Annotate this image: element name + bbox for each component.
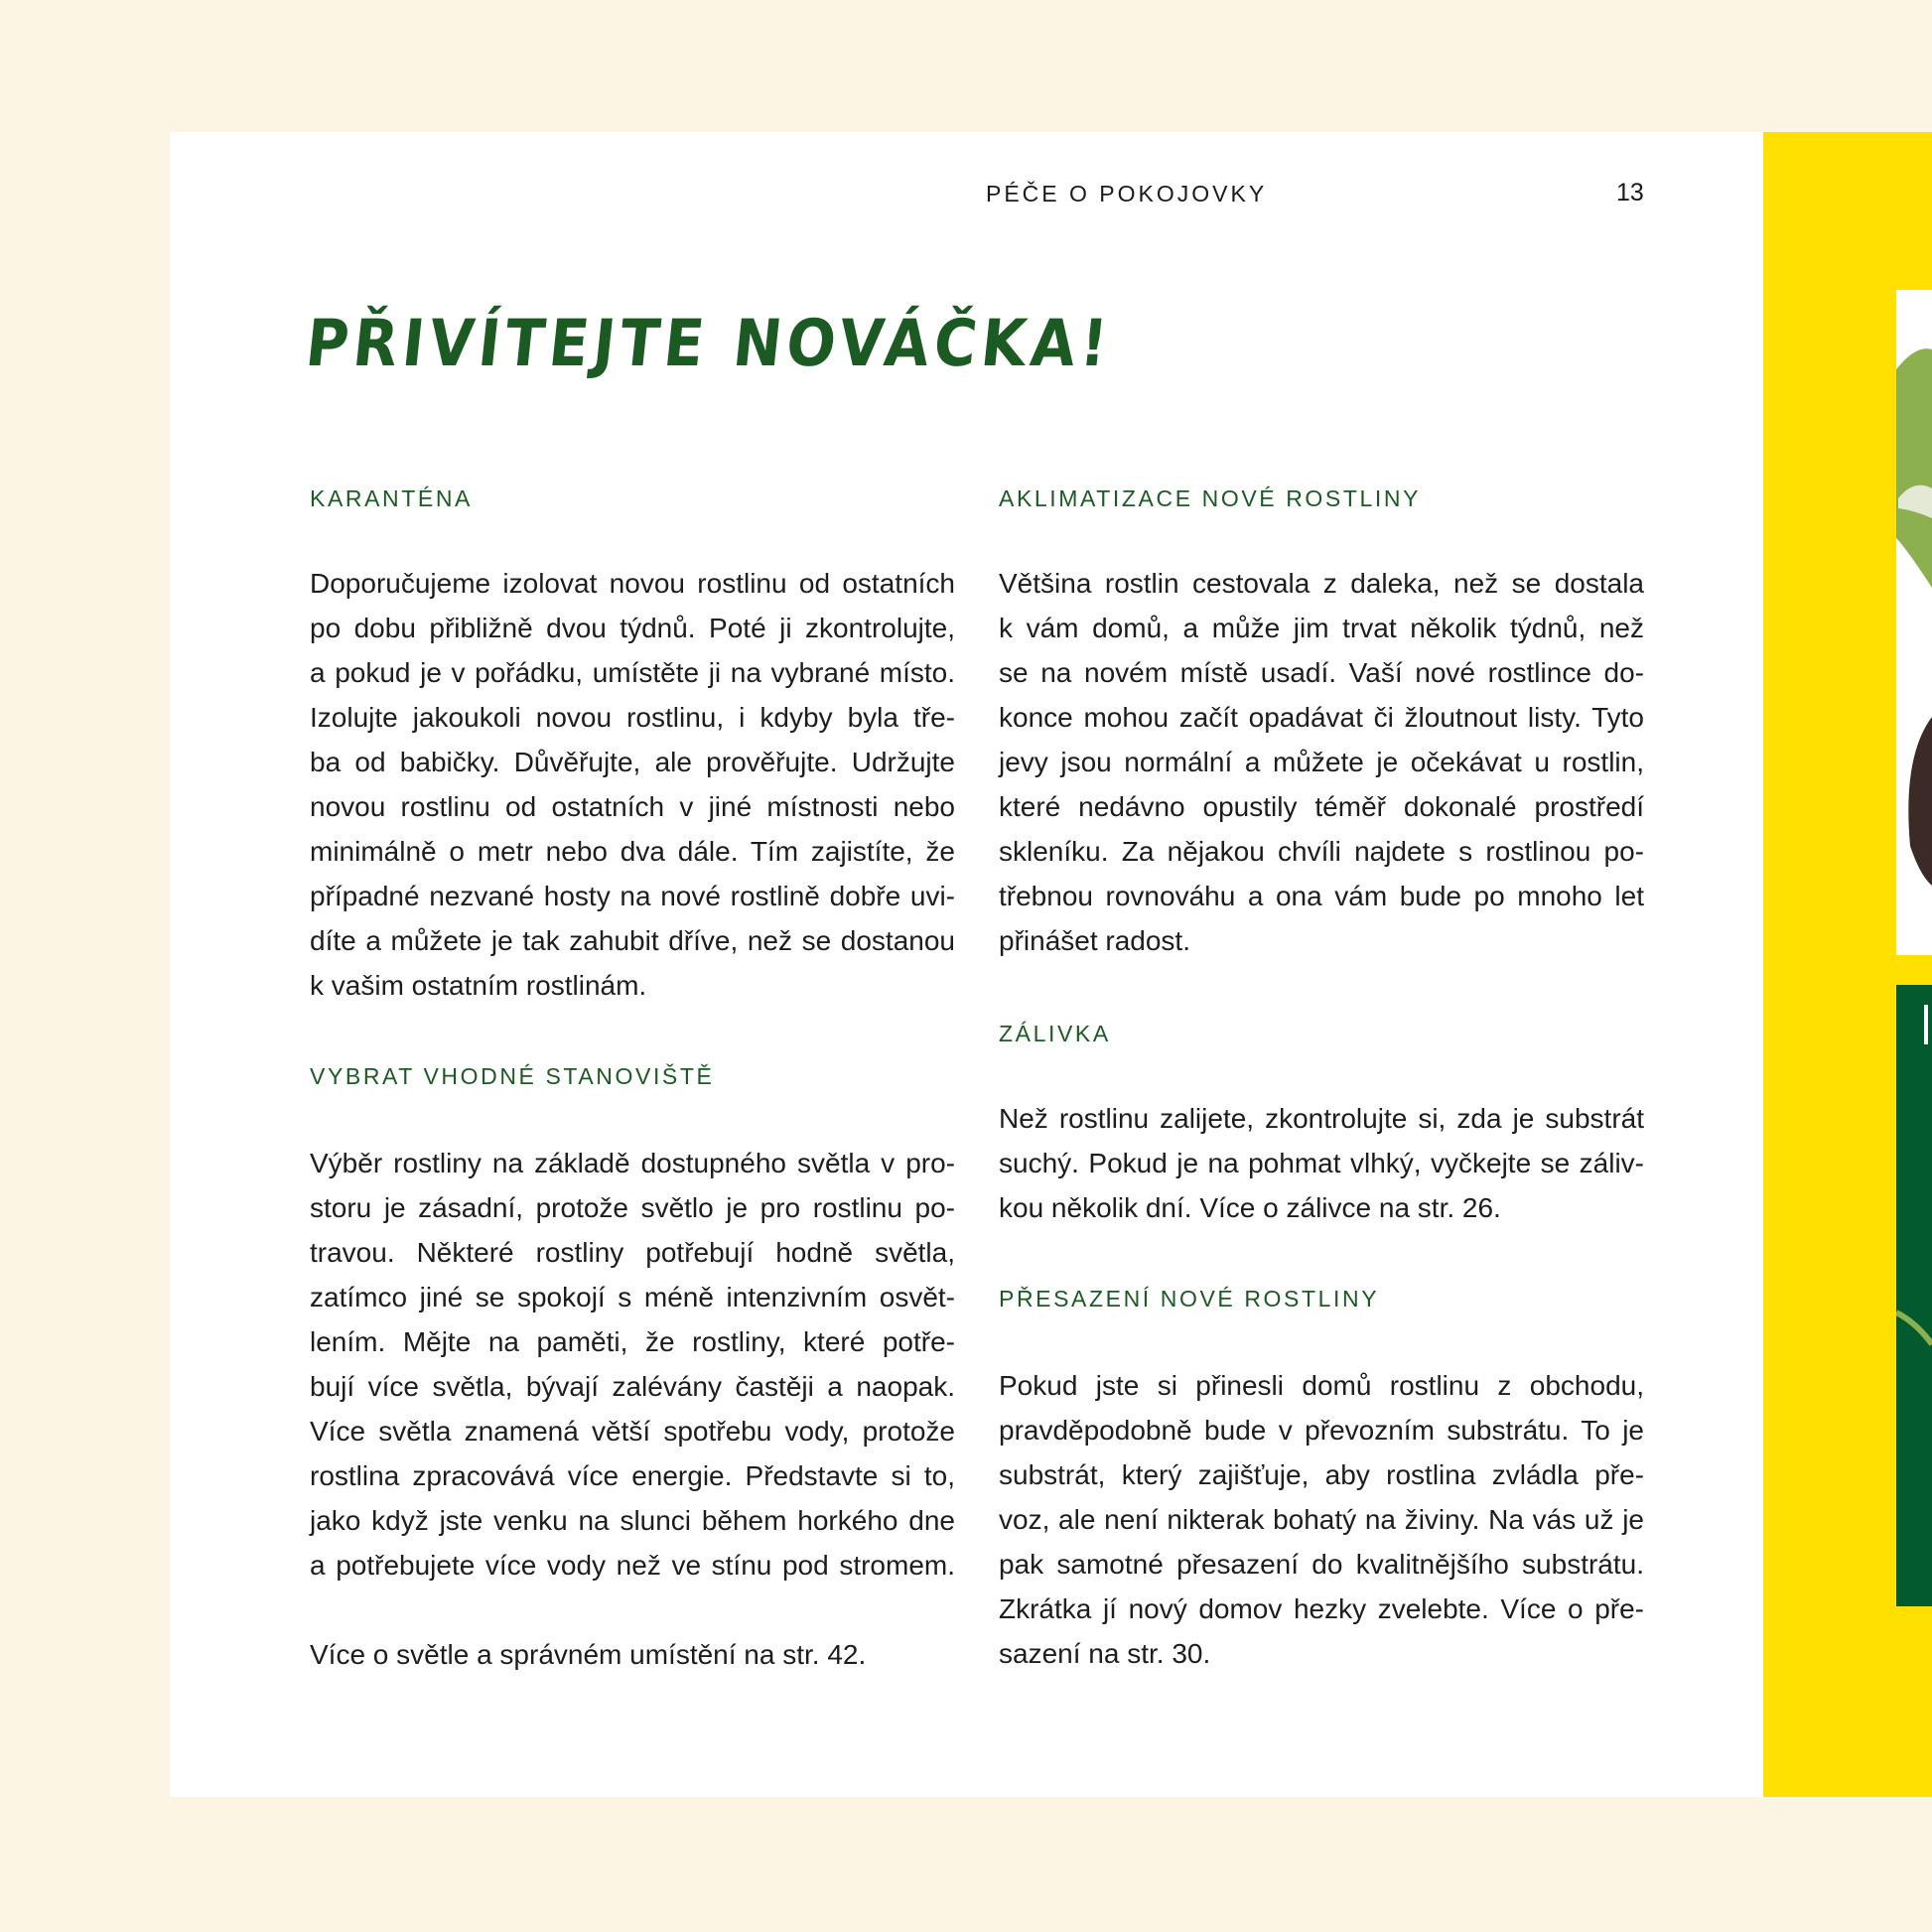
running-header: PÉČE O POKOJOVKY	[986, 181, 1268, 207]
gap-strip	[1896, 955, 1932, 985]
text-line: rostlina zpracovává více energie. Představte si to,	[310, 1460, 955, 1491]
text-line: k vašim ostatním rostlinám.	[310, 970, 647, 1001]
text-line: voz, ale není nikterak bohatý na živiny. Na vás už je	[999, 1504, 1644, 1535]
paragraph-zalivka	[999, 1096, 1644, 1230]
text-line: třebnou rovnováhu a ona vám bude po mnoho let	[999, 881, 1644, 911]
text-line: kou několik dní. Více o zálivce na str. 26.	[999, 1192, 1501, 1223]
section-heading-karantena: KARANTÉNA	[310, 485, 473, 511]
text-line: storu je zásadní, protože světlo je pro rostlinu po-	[310, 1192, 955, 1223]
text-line: pravděpodobně bude v převozním substrátu. To je	[999, 1415, 1644, 1446]
section-heading-stanoviste: VYBRAT VHODNÉ STANOVIŠTĚ	[310, 1063, 715, 1089]
paragraph-stanoviste	[310, 1141, 955, 1587]
text-line: které nedávno opustily téměř dokonalé prostředí	[999, 791, 1644, 822]
text-line: a pokud je v pořádku, umístěte ji na vybrané místo.	[310, 657, 955, 688]
page-number: 13	[1616, 179, 1644, 207]
text-line: konce mohou začít opadávat či žloutnout listy. Tyto	[999, 702, 1644, 733]
text-line: bují více světla, bývají zalévány častěji a naopak.	[310, 1371, 955, 1402]
paragraph-aklimatizace	[999, 561, 1644, 963]
text-line: suchý. Pokud je na pohmat vlhký, vyčkejte se záliv-	[999, 1148, 1644, 1178]
text-line: lením. Mějte na paměti, že rostliny, které potře-	[310, 1326, 955, 1357]
text-line: minimálně o metr nebo dva dále. Tím zajistíte, že	[310, 836, 955, 867]
text-line: sazení na str. 30.	[999, 1638, 1211, 1669]
text-line: a potřebujete více vody než ve stínu pod stromem.	[310, 1550, 955, 1581]
text-line: Než rostlinu zalijete, zkontrolujte si, zda je substrát	[999, 1103, 1644, 1134]
text-line: Zkrátka jí nový domov hezky zvelebte. Více o pře-	[999, 1593, 1644, 1624]
text-line: Izolujte jakoukoli novou rostlinu, i kdyby byla tře-	[310, 702, 955, 733]
cross-reference-note	[310, 1632, 955, 1677]
paragraph-karantena	[310, 561, 955, 1008]
text-line: Většina rostlin cestovala z daleka, než se dostala	[999, 568, 1644, 599]
text-line: případné nezvané hosty na nové rostlině dobře uvi-	[310, 881, 955, 911]
text-line: díte a můžete je tak zahubit dříve, než se dostanou	[310, 925, 955, 956]
text-line: zatímco jiné se spokojí s méně intenzivním osvět-	[310, 1282, 955, 1312]
text-line: Více světla znamená větší spotřebu vody, protože	[310, 1416, 955, 1447]
text-line: substrát, který zajišťuje, aby rostlina zvládla pře-	[999, 1459, 1644, 1490]
green-panel	[1896, 985, 1932, 1606]
text-line: Výběr rostliny na základě dostupného světla v pro-	[310, 1148, 955, 1178]
section-heading-presazeni: PŘESAZENÍ NOVÉ ROSTLINY	[999, 1286, 1380, 1311]
text-line: přinášet radost.	[999, 925, 1190, 956]
paragraph-presazeni	[999, 1363, 1644, 1676]
next-page-illustration	[1896, 290, 1932, 1606]
text-line: po dobu přibližně dvou týdnů. Poté ji zkontrolujte,	[310, 613, 955, 643]
text-line: novou rostlinu od ostatních v jiné místnosti nebo	[310, 791, 955, 822]
text-line: ba od babičky. Důvěřujte, ale prověřujte. Udržujte	[310, 747, 955, 777]
section-heading-aklimatizace: AKLIMATIZACE NOVÉ ROSTLINY	[999, 485, 1422, 511]
text-line: Více o světle a správném umístění na str. 42.	[310, 1639, 867, 1670]
text-line: pak samotné přesazení do kvalitnějšího substrátu.	[999, 1549, 1644, 1580]
text-line: se na novém místě usadí. Vaší nové rostlince do-	[999, 657, 1644, 688]
text-line: Pokud jste si přinesli domů rostlinu z obchodu,	[999, 1370, 1644, 1401]
text-line: jevy jsou normální a můžete je očekávat u rostlin,	[999, 747, 1644, 777]
text-line: skleníku. Za nějakou chvíli najdete s rostlinou po-	[999, 836, 1644, 867]
text-line: travou. Některé rostliny potřebují hodně světla,	[310, 1237, 955, 1268]
text-line: Doporučujeme izolovat novou rostlinu od ostatních	[310, 568, 955, 599]
text-line: k vám domů, a může jim trvat několik týdnů, než	[999, 613, 1644, 643]
page-title: PŘIVÍTEJTE NOVÁČKA!	[302, 305, 1116, 381]
text-line: jako když jste venku na slunci během horkého dne	[310, 1505, 955, 1536]
section-heading-zalivka: ZÁLIVKA	[999, 1021, 1111, 1046]
